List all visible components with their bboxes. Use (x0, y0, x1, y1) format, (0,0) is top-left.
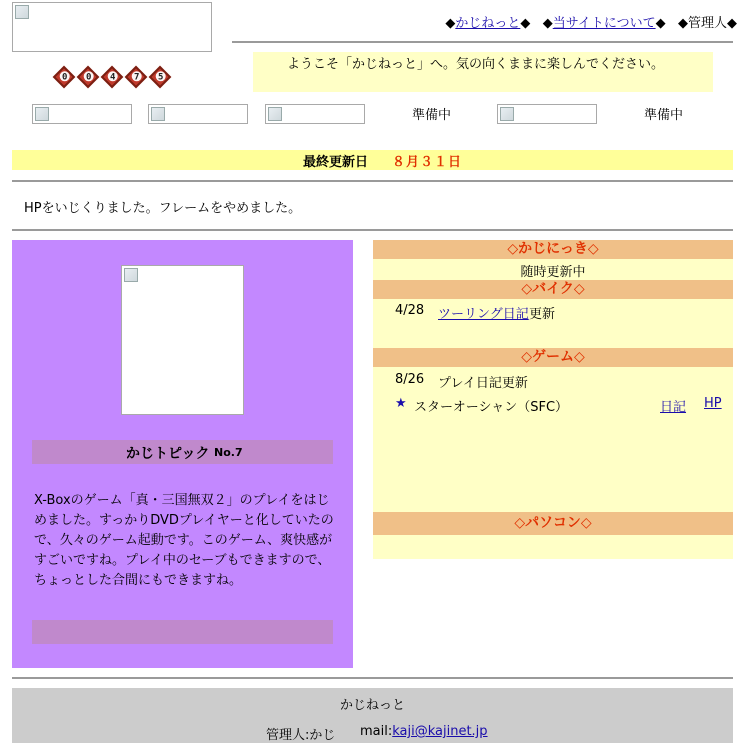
counter-digit: 0 (53, 66, 76, 89)
section-pc-header: ◇パソコン◇ (373, 512, 733, 535)
topic-number: No.7 (214, 446, 243, 459)
welcome-message: ようこそ「かじねっと」へ。気の向くままに楽しんでください。 (287, 57, 665, 72)
footer-admin: 管理人:かじ (266, 728, 336, 743)
bike-date: 4/28 (395, 303, 425, 318)
counter-digit: 4 (101, 66, 124, 89)
banner-image-1[interactable] (32, 104, 132, 124)
diary-status: 随時更新中 (520, 265, 586, 280)
divider (12, 677, 733, 679)
footer-mail-link[interactable]: kaji@kajinet.jp (392, 724, 488, 739)
touring-diary-link[interactable]: ツーリング日記 (438, 307, 529, 322)
section-diary-body (373, 259, 733, 280)
welcome-box (253, 52, 713, 92)
diamond-icon: ◆ (677, 16, 688, 31)
diamond-icon: ◆ (655, 16, 666, 31)
bike-update-suffix: 更新 (529, 307, 556, 322)
topic-panel (12, 240, 353, 668)
game-diary-link[interactable]: 日記 (660, 400, 687, 415)
topic-image (121, 265, 244, 415)
section-pc-body (373, 535, 733, 559)
preparing-label-2: 準備中 (644, 108, 684, 123)
preparing-label-1: 準備中 (412, 108, 452, 123)
diamond-icon: ◆ (542, 16, 553, 31)
section-bike-header: ◇バイク◇ (373, 280, 733, 299)
last-updated-label: 最終更新日 (303, 155, 369, 170)
footer-mail-label: mail: (360, 724, 393, 739)
nav-link-about[interactable]: 当サイトについて (552, 16, 656, 31)
divider (12, 229, 733, 231)
footer-site-name: かじねっと (339, 698, 405, 713)
counter-digit: 7 (125, 66, 148, 89)
banner-image-4[interactable] (497, 104, 597, 124)
topic-title: かじトピック (126, 446, 210, 462)
site-logo-image (12, 2, 212, 52)
footer-mail (360, 724, 488, 739)
section-game-body (373, 367, 733, 512)
last-updated-bar (12, 150, 733, 170)
section-diary-header: ◇かじにっき◇ (373, 240, 733, 259)
diamond-icon: ◆ (445, 16, 456, 31)
header-divider (232, 41, 733, 43)
star-icon: ★ (395, 396, 407, 411)
footer (12, 688, 733, 743)
divider (12, 180, 733, 182)
section-game-header: ◇ゲーム◇ (373, 348, 733, 367)
banner-image-2[interactable] (148, 104, 248, 124)
top-nav (445, 12, 737, 31)
nav-admin-label: 管理人 (687, 16, 727, 31)
counter-digit: 0 (77, 66, 100, 89)
game-title: スターオーシャン（SFC） (414, 400, 569, 415)
topic-footer-bar (32, 620, 333, 644)
nav-link-home[interactable]: かじねっと (455, 16, 521, 31)
counter-digit: 5 (149, 66, 172, 89)
game-date: 8/26 (395, 372, 425, 387)
section-bike-body (373, 299, 733, 348)
news-text: HPをいじくりました。フレームをやめました。 (24, 201, 302, 216)
banner-image-3[interactable] (265, 104, 365, 124)
last-updated-date: ８月３１日 (392, 155, 463, 170)
diamond-icon: ◆ (520, 16, 531, 31)
diamond-icon: ◆ (727, 16, 737, 31)
game-update-text: プレイ日記更新 (438, 376, 528, 391)
game-hp-link[interactable]: HP (704, 396, 722, 411)
topic-body: X-Boxのゲーム「真・三国無双２」のプレイをはじめました。すっかりDVDプレイヤーと化していたので、久々のゲーム起動です。このゲーム、爽快感がすごいですね。プレイ中のセーブもできますので、ちょっとした合間にもできますね。 (34, 493, 334, 588)
topic-header (32, 440, 333, 464)
